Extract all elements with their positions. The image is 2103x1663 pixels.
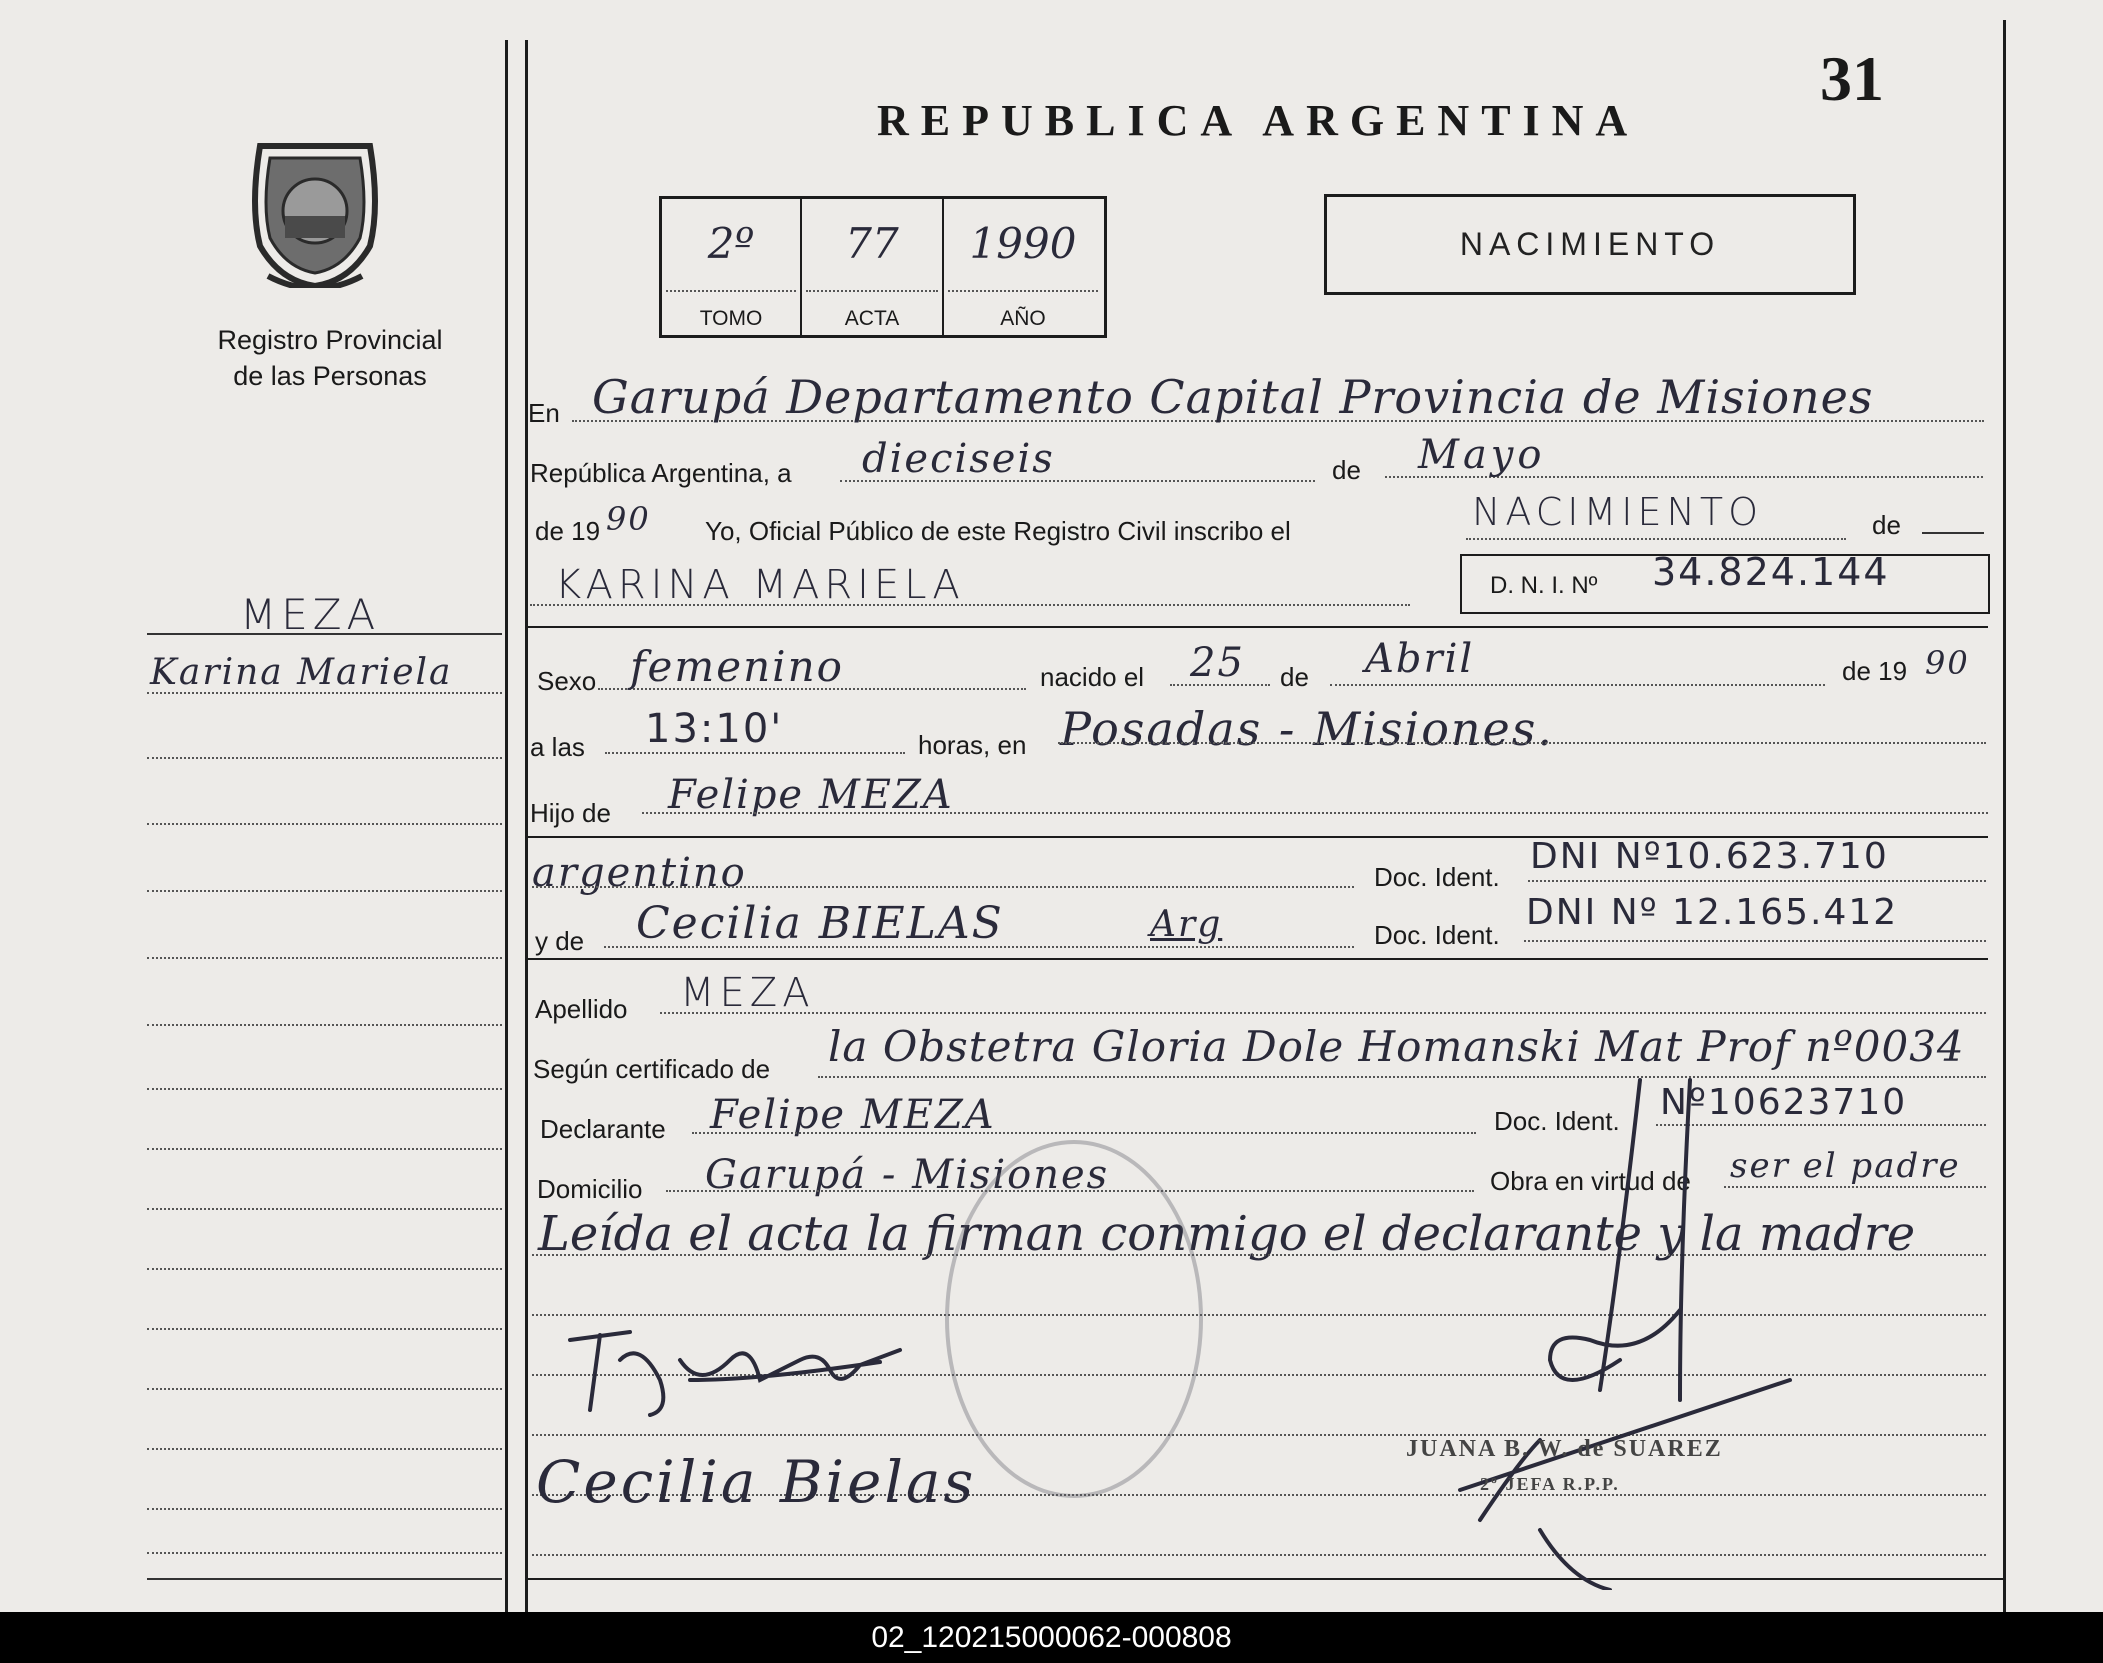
doc-ident-label-2: Doc. Ident.	[1374, 920, 1500, 950]
margin-line-5	[147, 957, 502, 959]
registry-name-line1: Registro Provincial	[217, 325, 443, 355]
margin-line-1	[147, 692, 502, 694]
y-de-label: y de	[535, 926, 585, 956]
year-prefix-label: de 19	[535, 516, 601, 546]
record-number-box	[659, 196, 1107, 338]
apellido-label: Apellido	[535, 994, 628, 1024]
margin-line-6	[147, 1024, 502, 1026]
father-dots	[642, 812, 1988, 814]
segun-dots	[818, 1076, 1986, 1078]
acta-value: 77	[845, 219, 899, 268]
en-label: En	[528, 398, 560, 428]
declarante-doc-value: Nº10623710	[1660, 1082, 1908, 1123]
obra-label: Obra en virtud de	[1490, 1166, 1691, 1196]
official-signature-icon	[1440, 1060, 1800, 1590]
declarante-label: Declarante	[540, 1114, 666, 1144]
record-type: NACIMIENTO	[1324, 194, 1856, 295]
registry-name-line2: de las Personas	[233, 361, 427, 391]
de-label-2: de	[1872, 510, 1901, 540]
anio-label: AÑO	[1000, 307, 1046, 330]
margin-line-15	[147, 1552, 502, 1554]
doc-ident-label-1: Doc. Ident.	[1374, 862, 1500, 892]
margin-line-7	[147, 1088, 502, 1090]
dni-value: 34.824.144	[1652, 550, 1890, 594]
margin-divider-left	[505, 40, 508, 1612]
province-seal-icon	[240, 126, 390, 288]
birth-month-dots	[1330, 684, 1825, 686]
mother-dots	[604, 946, 1354, 948]
father-nat-dots	[532, 886, 1354, 888]
inscribo-value: NACIMIENTO	[1472, 490, 1764, 534]
margin-line-11	[147, 1328, 502, 1330]
de-line-2	[1922, 532, 1984, 534]
margin-given-names: Karina Mariela	[150, 652, 453, 693]
acta-label: ACTA	[844, 307, 900, 330]
margin-line-9	[147, 1208, 502, 1210]
doc-ident-label-3: Doc. Ident.	[1494, 1106, 1620, 1136]
apellido-dots	[660, 1012, 1986, 1014]
birth-year-value: 90	[1925, 644, 1970, 682]
margin-line-12	[147, 1388, 502, 1390]
margin-line-4	[147, 890, 502, 892]
en-value: Garupá Departamento Capital Provincia de Misiones	[592, 370, 1874, 424]
mother-value: Cecilia BIELAS	[636, 898, 1004, 949]
right-border	[2003, 20, 2006, 1612]
domicilio-label: Domicilio	[537, 1174, 643, 1204]
official-name: JUANA B. W. de SUAREZ	[1406, 1436, 1723, 1462]
anio-cell	[944, 199, 1102, 335]
mother-doc-value: DNI Nº 12.165.412	[1526, 892, 1899, 933]
mother-doc-dots	[1524, 940, 1986, 942]
declarante-dots	[692, 1132, 1476, 1134]
page-number: 31	[1820, 43, 1884, 114]
sexo-value: femenino	[630, 642, 844, 691]
father-doc-value: DNI Nº10.623.710	[1530, 836, 1889, 877]
sexo-label: Sexo	[537, 666, 597, 696]
margin-line-3	[147, 823, 502, 825]
margin-bottom-line	[147, 1578, 502, 1580]
document-id-footer: 02_120215000062-000808	[0, 1612, 2103, 1663]
apellido-value: MEZA	[680, 970, 815, 1016]
section-rule-1	[528, 626, 1988, 628]
day-value: dieciseis	[862, 436, 1055, 482]
nacido-label: nacido el	[1040, 662, 1145, 692]
father-nationality-value: argentino	[532, 850, 747, 896]
margin-line-14	[147, 1508, 502, 1510]
tomo-value: 2º	[707, 219, 755, 268]
leida-value: Leída el acta la firman conmigo el declarante y la madre	[538, 1206, 1916, 1262]
mother-signature: Cecilia Bielas	[536, 1448, 977, 1516]
official-title: 2º JEFA R.P.P.	[1480, 1474, 1620, 1494]
father-value: Felipe MEZA	[668, 772, 954, 818]
section-rule-3	[528, 958, 1988, 960]
month-value: Mayo	[1418, 432, 1546, 478]
anio-value: 1990	[969, 219, 1077, 268]
birth-year-label: de 19	[1842, 656, 1908, 686]
margin-line-8	[147, 1148, 502, 1150]
registry-stamp-icon	[945, 1140, 1203, 1498]
margin-line-2	[147, 757, 502, 759]
hijo-label: Hijo de	[530, 798, 611, 828]
republica-label: República Argentina, a	[530, 458, 792, 488]
inscribo-label: Yo, Oficial Público de este Registro Civil inscribo el	[705, 516, 1291, 546]
dni-box	[1460, 550, 1990, 614]
mother-nationality-value: Arg	[1150, 904, 1223, 945]
child-name-value: KARINA MARIELA	[555, 562, 965, 608]
place-value: Posadas - Misiones.	[1060, 702, 1554, 756]
tomo-cell	[662, 199, 802, 335]
registry-name	[170, 322, 490, 394]
birth-day-value: 25	[1190, 640, 1245, 686]
place-dots	[1058, 742, 1986, 744]
time-value: 13:10'	[645, 706, 784, 752]
domicilio-value: Garupá - Misiones	[705, 1152, 1110, 1198]
father-signature-icon	[560, 1320, 940, 1430]
father-doc-dots	[1528, 880, 1986, 882]
inscribo-dots	[1466, 538, 1846, 540]
margin-divider	[147, 633, 502, 635]
a-las-label: a las	[530, 732, 585, 762]
obra-value: ser el padre	[1730, 1146, 1961, 1186]
time-dots	[605, 752, 905, 754]
margin-divider-right	[525, 40, 528, 1612]
birth-month-value: Abril	[1365, 636, 1475, 682]
year-value: 90	[606, 500, 651, 538]
de-label-3: de	[1280, 662, 1309, 692]
dni-label: D. N. I. Nº	[1490, 572, 1598, 599]
margin-line-10	[147, 1268, 502, 1270]
acta-cell	[802, 199, 944, 335]
segun-value: la Obstetra Gloria Dole Homanski Mat Prof nº0034	[828, 1022, 1965, 1071]
horas-label: horas, en	[918, 730, 1027, 760]
name-dots	[530, 604, 1410, 606]
declarante-value: Felipe MEZA	[710, 1092, 996, 1138]
de-label: de	[1332, 455, 1361, 485]
margin-line-13	[147, 1448, 502, 1450]
segun-label: Según certificado de	[533, 1054, 771, 1084]
margin-surname: MEZA	[240, 590, 381, 639]
birth-day-dots	[1170, 684, 1270, 686]
page-title: REPUBLICA ARGENTINA	[877, 96, 1640, 145]
tomo-label: TOMO	[699, 307, 763, 330]
